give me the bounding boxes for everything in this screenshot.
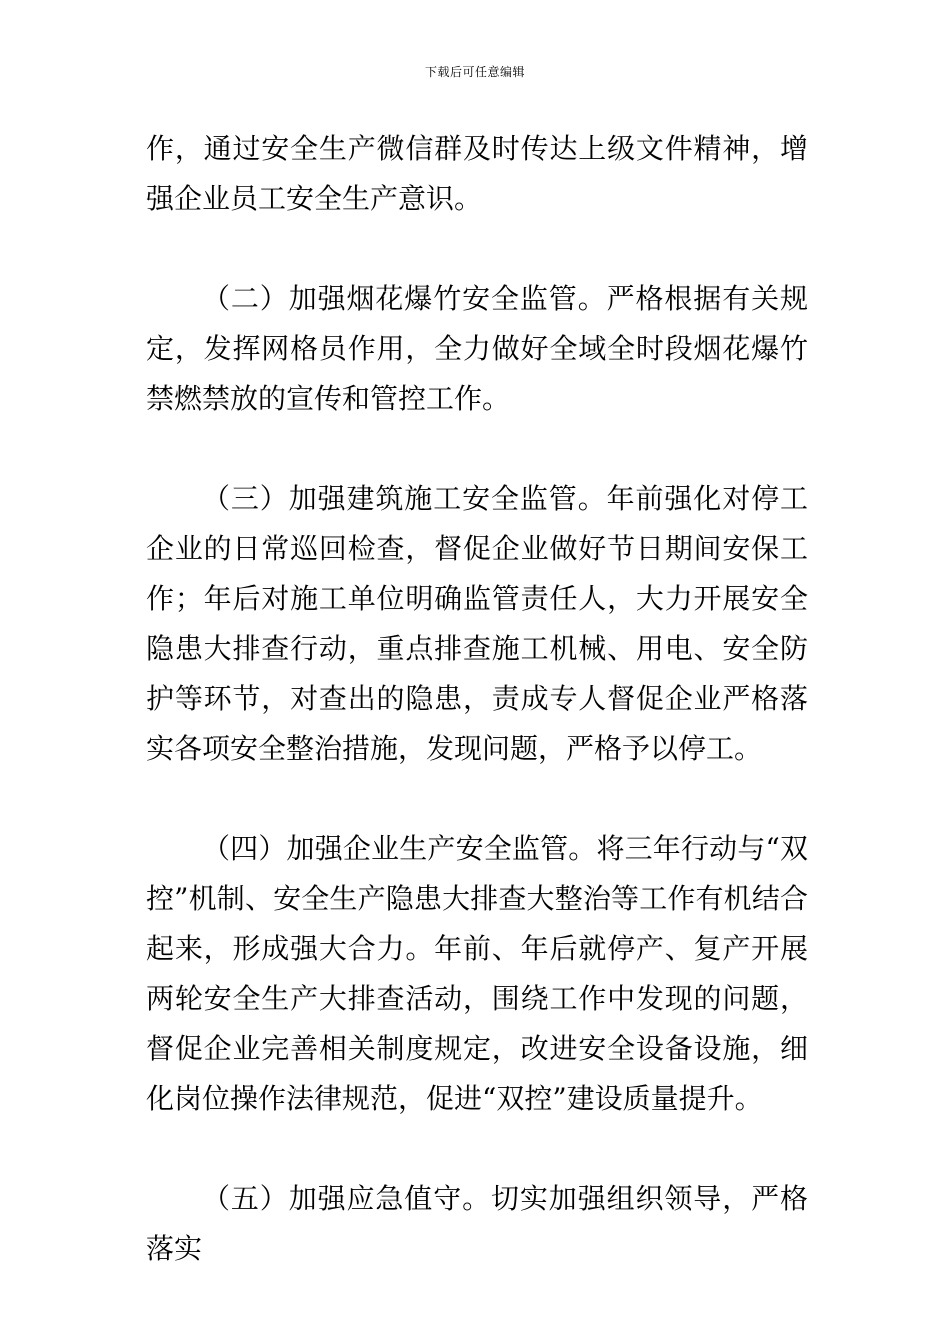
paragraph-gap xyxy=(146,224,808,274)
paragraph-continuation: 作，通过安全生产微信群及时传达上级文件精神，增强企业员工安全生产意识。 xyxy=(146,132,808,215)
page-header-note: 下载后可任意编辑 xyxy=(424,65,525,79)
document-body xyxy=(146,124,808,1274)
paragraph-construction: （三）加强建筑施工安全监管。年前强化对停工企业的日常巡回检查，督促企业做好节日期间安保工作；年后对施工单位明确监管责任人，大力开展安全隐患大排查行动，重点排查施工机械、用电、安全防护等环节，对查出的隐患，责成专人督促企业严格落实各项安全整治措施，发现问题，严格予以停工。 xyxy=(146,482,808,765)
paragraph-gap xyxy=(146,424,808,474)
paragraph-emergency: （五）加强应急值守。切实加强组织领导，严格落实 xyxy=(146,1182,808,1265)
paragraph-fireworks: （二）加强烟花爆竹安全监管。严格根据有关规定，发挥网格员作用，全力做好全域全时段烟花爆竹禁燃禁放的宣传和管控工作。 xyxy=(146,282,808,415)
paragraph-enterprise: （四）加强企业生产安全监管。将三年行动与“双控”机制、安全生产隐患大排查大整治等工作有机结合起来，形成强大合力。年前、年后就停产、复产开展两轮安全生产大排查活动，围绕工作中发现的问题，督促企业完善相关制度规定，改进安全设备设施，细化岗位操作法律规范，促进“双控”建设质量提升。 xyxy=(146,832,808,1115)
paragraph-gap xyxy=(146,1124,808,1174)
paragraph-gap xyxy=(146,774,808,824)
